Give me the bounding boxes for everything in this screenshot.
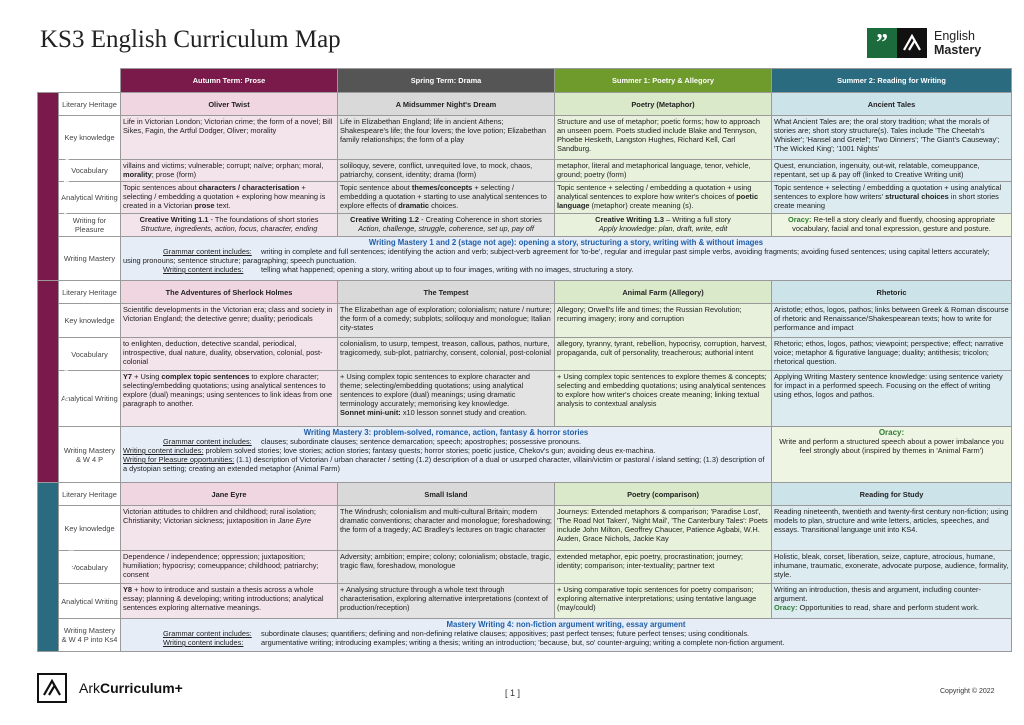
cell: Structure and use of metaphor; poetic forms; how to approach an unseen poem. Poets studied include Blake and Tennyson, Phoebe Hesketh, Langston Hughes, Richard Kell, Carl Sandburg.: [555, 116, 772, 160]
term-spring: Spring Term: Drama: [338, 69, 555, 93]
cell: colonialism, to usurp, tempest, treason, callous, pathos, nurture, tragicomedy, sub-plot, patriarchy, consent, colonial, post-colonial: [338, 338, 555, 371]
cell: + Using complex topic sentences to explore themes & concepts; selecting and embedding quotations; using analytical sentences to explore how writer's choices create meaning; linking textual analysis to contextual analysis: [555, 371, 772, 427]
curriculum-table: [37, 68, 1012, 652]
text-title: A Midsummer Night's Dream: [338, 93, 555, 116]
text-title: Rhetoric: [772, 281, 1012, 304]
term-header-row: [38, 69, 1012, 93]
cell: soliloquy, severe, conflict, unrequited love, to mock, chaos, patriarchy, consent, identity; drama (form): [338, 160, 555, 182]
text-title: Reading for Study: [772, 483, 1012, 506]
ark-a-icon: [37, 673, 67, 703]
cell: Holistic, bleak, corset, liberation, seize, capture, atrocious, humane, inhumane, traumatic, exonerate, advocate purpose, audience, formality, style.: [772, 551, 1012, 584]
row-label: Writing Mastery & W 4 P: [59, 427, 121, 483]
text-title: Small Island: [338, 483, 555, 506]
y8-vocab-row: [38, 338, 1012, 371]
cell: allegory, tyranny, tyrant, rebellion, hypocrisy, corruption, harvest, propaganda, cult of personality, treacherous; authorial intent: [555, 338, 772, 371]
cell: The Elizabethan age of exploration; colonialism; nature / nurture; the form of a comedy; subplots; soliloquy and monologue; Italian city-states: [338, 304, 555, 338]
y9-wm-row: [38, 619, 1012, 652]
quote-mark-icon: ”: [867, 28, 897, 58]
cell: Y8 + how to introduce and sustain a thesis across a whole essay; planning & developing; writing introductions; analytical sentences exploring alternative meanings.: [121, 584, 338, 619]
cell: metaphor, literal and metaphorical language, tenor, vehicle, ground; poetry (form): [555, 160, 772, 182]
cell: + Using complex topic sentences to explore character and theme; selecting/embedding quotations; using analytical sentences to explore (dual) meanings; using dramatic terminology accurately; memorising key knowledge. Sonnet mini-unit: x10 lesson sonnet study and creation.: [338, 371, 555, 427]
ark-a-icon: [897, 28, 927, 58]
text-title: Ancient Tales: [772, 93, 1012, 116]
row-label: Literary Heritage: [59, 93, 121, 116]
row-label: Analytical Writing: [59, 584, 121, 619]
writing-mastery-cell: Mastery Writing 4: non-fiction argument writing, essay argument Grammar content includes: subordinate clauses; quantifiers; defining and non-defining relative clauses; appositives; past perfect tenses; future perfect tenses; using conditionals. Writing content includes: argumentative writing; introducing examples; writing a thesis; writing an introduction; 'because, but, so' counter-arguing; writing a complete non-fiction argument.: [121, 619, 1012, 652]
y9-heritage-row: [38, 483, 1012, 506]
cell: Rhetoric; ethos, logos, pathos; viewpoint; perspective; effect; narrative voice; metaphor & figurative language; duality; antithesis; tricolon; rhetorical question.: [772, 338, 1012, 371]
text-title: Oliver Twist: [121, 93, 338, 116]
cell: Topic sentence + selecting / embedding a quotation + using analytical sentences to explore how writers' structural choices in short stories create meaning: [772, 182, 1012, 214]
cell: Applying Writing Mastery sentence knowledge: using sentence variety for impact in a performed speech. Focusing on the effect of writing using ethos, logos and pathos.: [772, 371, 1012, 427]
cell: villains and victims; vulnerable; corrupt; naïve; orphan; moral, morality; prose (form): [121, 160, 338, 182]
cell: Life in Victorian London; Victorian crime; the form of a novel; Bill Sikes, Fagin, the Artful Dodger, Oliver; morality: [121, 116, 338, 160]
ark-curriculum-logo: ArkCurriculum+: [37, 673, 183, 703]
year9-label: Year 9 - Multiplicity: [38, 483, 59, 652]
cell: The Windrush; colonialism and multi-cultural Britain; modern dramatic conventions; character and monologue; foreshadowing; the form of a tragedy; AC Bradley's lectures on tragic character: [338, 506, 555, 551]
row-label: Analytical Writing: [59, 182, 121, 214]
cell: Scientific developments in the Victorian era; class and society in Victorian England; the detective genre; duality; periodicals: [121, 304, 338, 338]
row-label: Literary Heritage: [59, 483, 121, 506]
row-label: Writing Mastery: [59, 237, 121, 281]
cell: Aristotle; ethos, logos, pathos; links between Greek & Roman discourse of rhetoric and Renaissance/Shakespearean texts; how to write for performance and impact: [772, 304, 1012, 338]
row-label: Key knowledge: [59, 304, 121, 338]
row-label: Writing for Pleasure: [59, 214, 121, 237]
cell: Quest, enunciation, ingenuity, out-wit, relatable, comeuppance, repentant, set up & pay off (linked to Creative Writing unit): [772, 160, 1012, 182]
y8-wm-row: [38, 427, 1012, 483]
y7-heritage-row: [38, 93, 1012, 116]
y9-vocab-row: [38, 551, 1012, 584]
text-title: Animal Farm (Allegory): [555, 281, 772, 304]
cell: Topic sentences about characters / characterisation + selecting / embedding a quotation + exploring how meaning is created in a Victorian prose text.: [121, 182, 338, 214]
cell: Topic sentence about themes/concepts + selecting / embedding a quotation + starting to use analytical sentences to explore effects of dramatic choices.: [338, 182, 555, 214]
cell: + Using comparative topic sentences for poetry comparison; exploring alternative interpretations; using tentative language (may/could): [555, 584, 772, 619]
y7-pleasure-row: [38, 214, 1012, 237]
text-title: The Tempest: [338, 281, 555, 304]
y7-analytical-row: [38, 182, 1012, 214]
cell: extended metaphor, epic poetry, procrastination; journey; identity; comparison; inter-textuality; partner text: [555, 551, 772, 584]
english-mastery-logo: [867, 28, 981, 58]
year7-label: Year 7 - Morality: [38, 93, 59, 281]
cell: + Analysing structure through a whole text through characterisation, exploring alternative interpretations (context of production/reception): [338, 584, 555, 619]
y9-knowledge-row: [38, 506, 1012, 551]
row-label: Literary Heritage: [59, 281, 121, 304]
cell: Reading nineteenth, twentieth and twenty-first century non-fiction; using models to plan, structure and write letters, articles, speeches, and essays. Transitional language unit into KS4.: [772, 506, 1012, 551]
row-label: Vocabulary: [59, 338, 121, 371]
row-label: Vocabulary: [59, 551, 121, 584]
text-title: Poetry (Metaphor): [555, 93, 772, 116]
term-summer1: Summer 1: Poetry & Allegory: [555, 69, 772, 93]
y7-wm-row: [38, 237, 1012, 281]
y8-heritage-row: [38, 281, 1012, 304]
row-label: Key knowledge: [59, 116, 121, 160]
text-title: The Adventures of Sherlock Holmes: [121, 281, 338, 304]
cell: Topic sentence + selecting / embedding a quotation + using analytical sentences to explore how writer's choices of poetic language (metaphor) create meaning (s).: [555, 182, 772, 214]
page-title: KS3 English Curriculum Map: [40, 26, 341, 53]
y9-analytical-row: [38, 584, 1012, 619]
cell: Adversity; ambition; empire; colony; colonialism; obstacle, tragic, tragic flaw, foreshadow, monologue: [338, 551, 555, 584]
year8-label: Year 8 – Duality: [38, 281, 59, 483]
row-label: Analytical Writing: [59, 371, 121, 427]
y8-analytical-row: [38, 371, 1012, 427]
writing-mastery-cell: Writing Mastery 3: problem-solved, romance, action, fantasy & horror stories Grammar content includes: clauses; subordinate clauses; sentence demarcation; speech; apostrophes; possessive pronouns. Writing content includes: problem solved stories; love stories; action stories; fantasy quests; horror stories; poetic justice, Chekov's gun; avoiding deus ex-machina. Writing for Pleasure opportunities: (1.1) description of Victorian / urban character / setting (1.2) description of a dual or usurped character, villain/victim or pastoral / island setting; (1.3) description of a dystopian setting; creating an extended metaphor (Animal Farm): [121, 427, 772, 483]
cell: Creative Writing 1.1 - The foundations of short stories Structure, ingredients, action, focus, character, ending: [121, 214, 338, 237]
writing-mastery-cell: Writing Mastery 1 and 2 (stage not age): opening a story, structuring a story, writing with & without images Grammar content includes: writing in complete and full sentences; identifying the action and verb; subject-verb agreement for 'to-be', regular and irregular past simple verbs, avoiding fragments; avoiding fused sentences; using capital letters accurately; using pronouns; sentence structure; paragraphing; speech punctuation. Writing content includes: telling what happened; opening a story, writing about up to four images, writing with no images, structuring a story.: [121, 237, 1012, 281]
english-mastery-wordmark: English Mastery: [934, 29, 982, 57]
text-title: Poetry (comparison): [555, 483, 772, 506]
y8-knowledge-row: [38, 304, 1012, 338]
y7-vocab-row: [38, 160, 1012, 182]
row-label: Writing Mastery & W 4 P into Ks4: [59, 619, 121, 652]
cell: Creative Writing 1.3 – Writing a full story Apply knowledge: plan, draft, write, edit: [555, 214, 772, 237]
copyright: Copyright © 2022: [940, 688, 995, 695]
row-label: Vocabulary: [59, 160, 121, 182]
cell: Journeys: Extended metaphors & comparison; 'Paradise Lost', 'The Road Not Taken', 'Night Mail', 'The Canterbury Tales': Poets include John Milton, Geoffrey Chaucer, Patience Agbabi, W.H. Auden, Grace Nichols, Jackie Kay: [555, 506, 772, 551]
cell: to enlighten, deduction, detective scandal, periodical, introspective, dual nature, duality, observation, colonial, post-colonial: [121, 338, 338, 371]
row-label: Key knowledge: [59, 506, 121, 551]
cell: Allegory; Orwell's life and times; the Russian Revolution; recurring imagery; irony and corruption: [555, 304, 772, 338]
oracy-cell: Oracy: Write and perform a structured speech about a power imbalance you feel strongly about (inspired by themes in 'Animal Farm'): [772, 427, 1012, 483]
cell: Y7 + Using complex topic sentences to explore character; selecting/embedding quotations; using analytical sentences to explore (dual) meanings; using sentences to link ideas from one paragraph to another.: [121, 371, 338, 427]
cell: Creative Writing 1.2 - Creating Coherence in short stories Action, challenge, struggle, coherence, set up, pay off: [338, 214, 555, 237]
cell: Oracy: Re-tell a story clearly and fluently, choosing appropriate vocabulary, facial and tonal expression, gesture and posture.: [772, 214, 1012, 237]
page-number: [ 1 ]: [505, 688, 521, 698]
y7-knowledge-row: [38, 116, 1012, 160]
text-title: Jane Eyre: [121, 483, 338, 506]
cell: Writing an introduction, thesis and argument, including counter-argument. Oracy: Opportunities to read, share and perform student work.: [772, 584, 1012, 619]
cell: Life in Elizabethan England; life in ancient Athens; Shakespeare's life; the four lovers; the love potion; Elizabethan family relationships; the form of a play: [338, 116, 555, 160]
cell: What Ancient Tales are; the oral story tradition; what the morals of stories are; short story structure(s). Tales include 'The Cheetah's Whisker'; 'Hansel and Gretel'; 'Two Dinners'; 'The Giant's Causeway'; 'The Wicked King'; '1001 Nights': [772, 116, 1012, 160]
term-summer2: Summer 2: Reading for Writing: [772, 69, 1012, 93]
term-autumn: Autumn Term: Prose: [121, 69, 338, 93]
cell: Victorian attitudes to children and childhood; rural isolation; Christianity; Victorian sickness; juxtaposition in Jane Eyre: [121, 506, 338, 551]
cell: Dependence / independence; oppression; juxtaposition; humiliation; hypocrisy; comeuppance; childhood; patriarchy; consent: [121, 551, 338, 584]
